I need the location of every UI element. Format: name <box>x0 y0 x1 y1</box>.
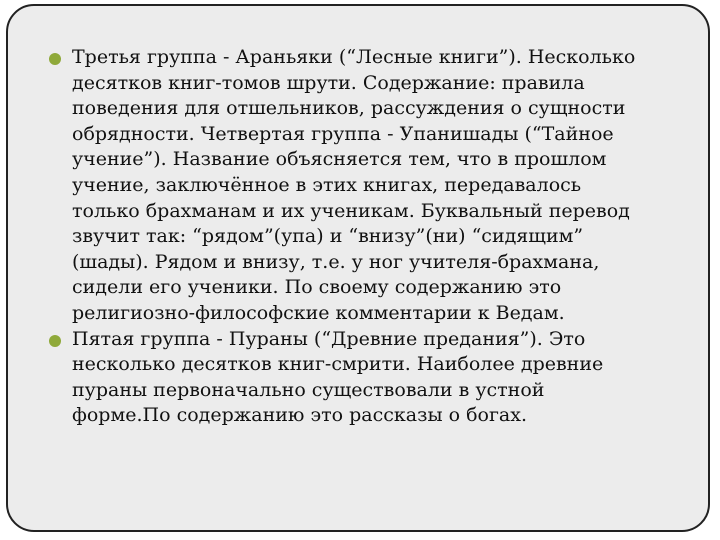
bullet-line: учение, заключённое в этих книгах, передавалось <box>72 173 582 196</box>
bullet-line: (шады). Рядом и внизу, т.е. у ног учителя-брахмана, <box>72 250 600 273</box>
bullet-line: поведения для отшельников, рассуждения о сущности <box>72 97 626 120</box>
bullet-list <box>48 45 698 429</box>
bullet-line: обрядности. Четвертая группа - Упанишады (“Тайное <box>72 122 614 145</box>
bullet-line: форме.По содержанию это рассказы о богах. <box>72 404 528 427</box>
slide-frame <box>6 4 710 532</box>
bullet-line: звучит так: “рядом”(упа) и “внизу”(ни) “сидящим” <box>72 225 584 248</box>
bullet-item-third-group <box>48 45 698 327</box>
bullet-line: несколько десятков книг-смрити. Наиболее древние <box>72 353 604 376</box>
bullet-line: учение”). Название объясняется тем, что в прошлом <box>72 148 607 171</box>
bullet-line: религиозно-философские комментарии к Ведам. <box>72 301 565 324</box>
bullet-item-fifth-group <box>48 327 698 429</box>
bullet-line: Пятая группа - Пураны (“Древние предания”). Это <box>72 327 586 350</box>
circle-bullet-icon <box>48 52 62 66</box>
bullet-line: Третья группа - Араньяки (“Лесные книги”). Несколько <box>72 46 636 68</box>
circle-bullet-icon <box>48 334 62 348</box>
bullet-line: только брахманам и их ученикам. Буквальный перевод <box>72 199 630 222</box>
bullet-line: пураны первоначально существовали в устной <box>72 378 545 401</box>
bullet-line: десятков книг-томов шрути. Содержание: правила <box>72 71 585 94</box>
bullet-line: сидели его ученики. По своему содержанию это <box>72 276 562 299</box>
